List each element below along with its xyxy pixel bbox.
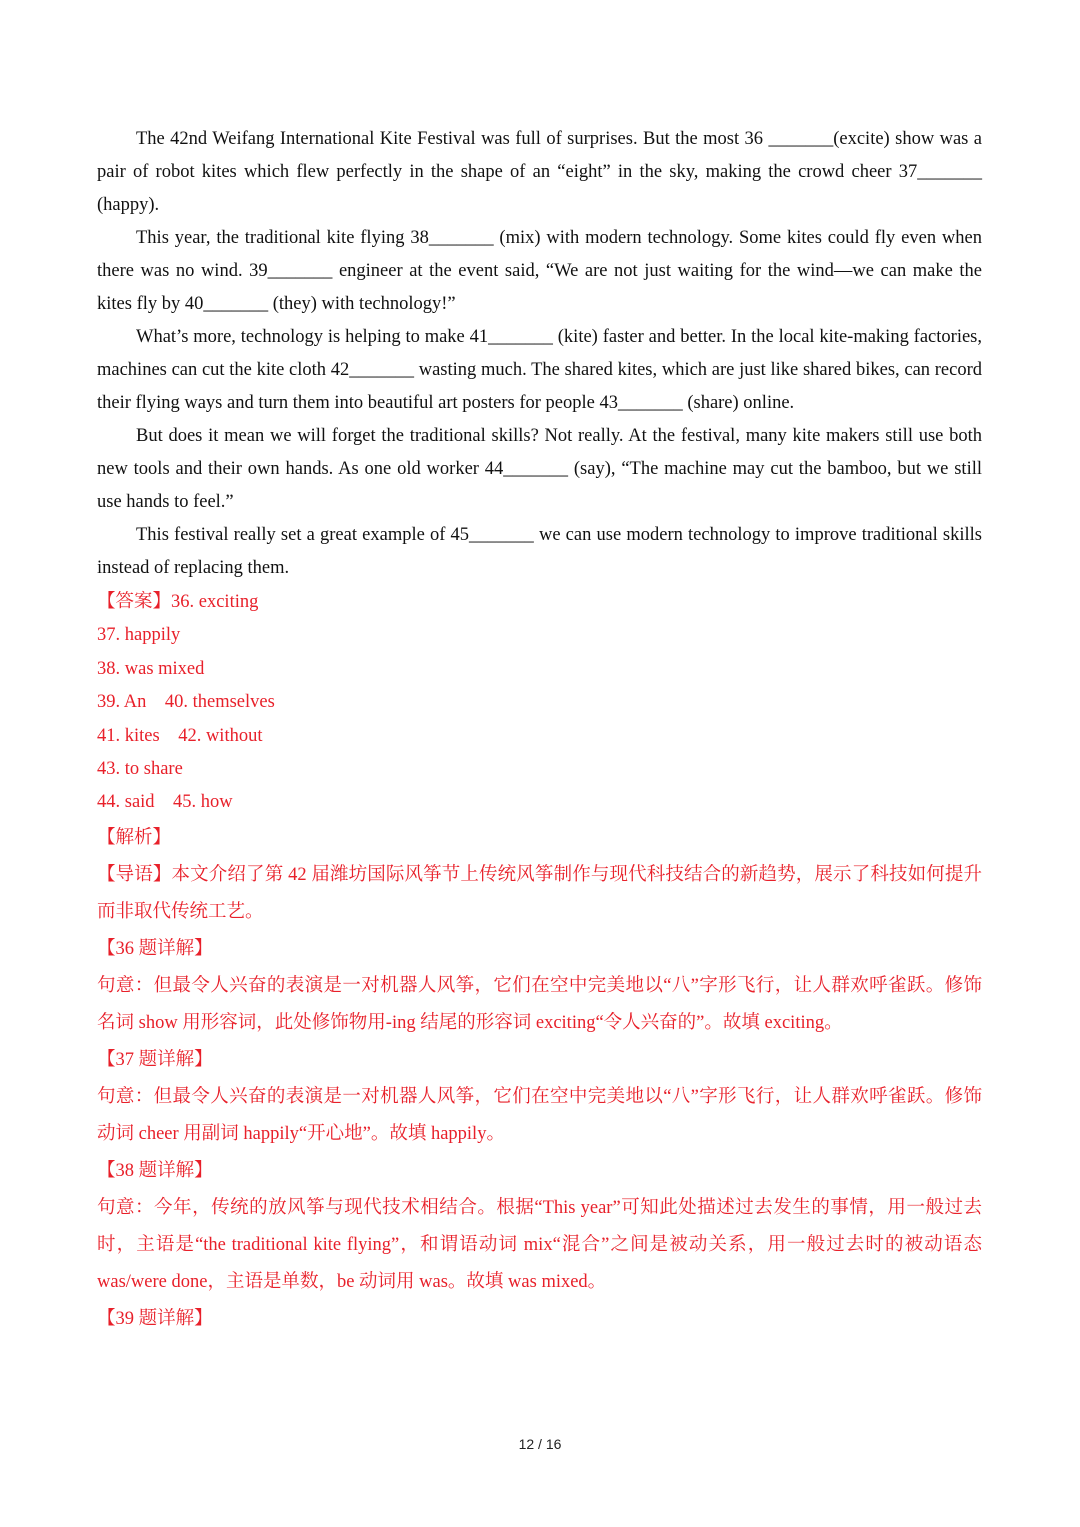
passage-paragraph-1: The 42nd Weifang International Kite Festival was full of surprises. But the most 36 _______(excite) show was a pair of robot kites which flew perfectly in the shape of an “eight” in the sky, making the crowd cheer 37_______ (happy).: [97, 129, 982, 215]
item-38-body: 句意：今年，传统的放风筝与现代技术相结合。根据“This year”可知此处描述过去发生的事情，用一般过去时，主语是“the traditional kite flying”，和谓语动词 mix“混合”之间是被动关系，用一般过去时的被动语态 was/were done，主语是单数，be 动词用 was。故填 was mixed。: [97, 1197, 982, 1292]
analysis-section: [97, 820, 982, 1338]
item-37-body: 句意：但最令人兴奋的表演是一对机器人风筝，它们在空中完美地以“八”字形飞行，让人群欢呼雀跃。修饰动词 cheer 用副词 happily“开心地”。故填 happily。: [97, 1086, 982, 1144]
answer-line-6: 43. to share: [97, 759, 183, 780]
analysis-intro: 【导语】本文介绍了第 42 届潍坊国际风筝节上传统风筝制作与现代科技结合的新趋势，展示了科技如何提升而非取代传统工艺。: [97, 864, 982, 922]
cloze-passage: [97, 123, 982, 585]
passage-paragraph-2: This year, the traditional kite flying 38_______ (mix) with modern technology. Some kites could fly even when there was no wind. 39_______ engineer at the event said, “We are not just waiting for the wind—we can make the kites fly by 40_______ (they) with technology!”: [97, 228, 982, 314]
item-36-body: 句意：但最令人兴奋的表演是一对机器人风筝，它们在空中完美地以“八”字形飞行，让人群欢呼雀跃。修饰名词 show 用形容词，此处修饰物用-ing 结尾的形容词 exciting“令人兴奋的”。故填 exciting。: [97, 975, 982, 1033]
answer-key: [97, 586, 982, 820]
item-37-title: 【37 题详解】: [97, 1049, 213, 1070]
answer-line-4: 39. An 40. themselves: [97, 692, 275, 713]
item-38-title: 【38 题详解】: [97, 1160, 213, 1181]
passage-paragraph-5: This festival really set a great example of 45_______ we can use modern technology to improve traditional skills instead of replacing them.: [97, 525, 982, 578]
item-39-title: 【39 题详解】: [97, 1308, 213, 1329]
answer-line-1: 【答案】36. exciting: [97, 592, 259, 612]
document-body: [97, 123, 982, 1338]
passage-paragraph-4: But does it mean we will forget the traditional skills? Not really. At the festival, many kite makers still use both new tools and their own hands. As one old worker 44_______ (say), “The machine may cut the bamboo, but we still use hands to feel.”: [97, 426, 982, 512]
answer-line-3: 38. was mixed: [97, 658, 205, 679]
answer-line-7: 44. said 45. how: [97, 792, 233, 813]
analysis-heading: 【解析】: [97, 827, 172, 848]
passage-paragraph-3: What’s more, technology is helping to make 41_______ (kite) faster and better. In the local kite-making factories, machines can cut the kite cloth 42_______ wasting much. The shared kites, which are just like shared bikes, can record their flying ways and turn them into beautiful art posters for people 43_______ (share) online.: [97, 327, 982, 413]
page-number: 12 / 16: [518, 1436, 562, 1452]
answer-line-5: 41. kites 42. without: [97, 725, 263, 746]
item-36-title: 【36 题详解】: [97, 938, 213, 959]
answer-line-2: 37. happily: [97, 625, 181, 646]
